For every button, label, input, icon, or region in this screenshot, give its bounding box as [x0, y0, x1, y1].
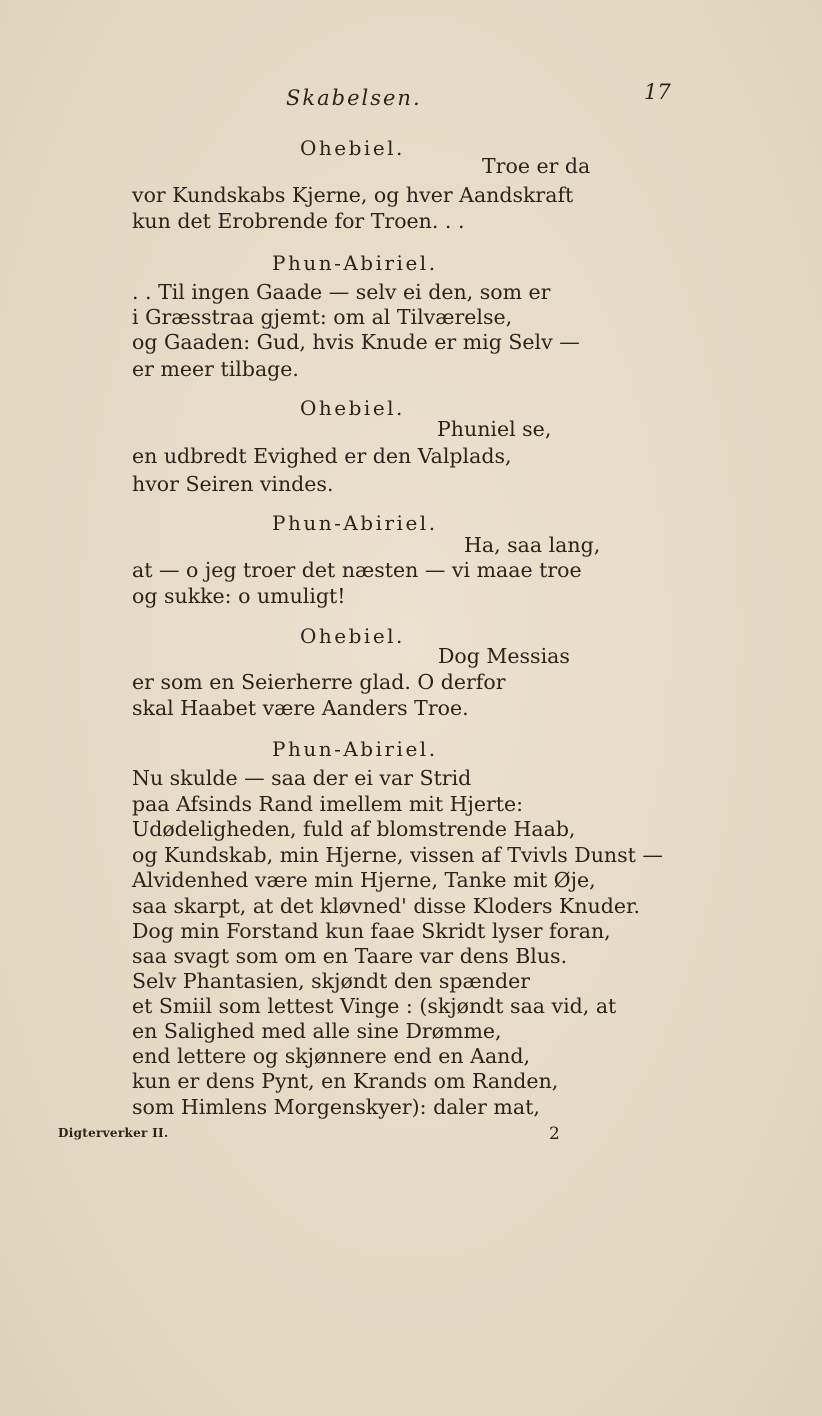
verse-line: Troe er da: [482, 154, 591, 178]
verse-line: end lettere og skjønnere end en Aand,: [132, 1044, 531, 1068]
speaker-name: Phun-Abiriel.: [272, 511, 438, 535]
verse-line: paa Afsinds Rand imellem mit Hjerte:: [132, 792, 524, 816]
verse-line: en udbredt Evighed er den Valplads,: [132, 444, 512, 468]
verse-line: Selv Phantasien, skjøndt den spænder: [132, 969, 531, 993]
verse-line: Udødeligheden, fuld af blomstrende Haab,: [132, 817, 576, 841]
book-signature-title: Digterverker II.: [58, 1126, 169, 1140]
verse-line: som Himlens Morgenskyer): daler mat,: [132, 1095, 540, 1119]
verse-line: og sukke: o umuligt!: [132, 584, 346, 608]
verse-line: vor Kundskabs Kjerne, og hver Aandskraft: [132, 183, 574, 207]
verse-line: i Græsstraa gjemt: om al Tilværelse,: [132, 305, 513, 329]
verse-line: Alvidenhed være min Hjerne, Tanke mit Øje,: [132, 868, 596, 892]
verse-line: er meer tilbage.: [132, 357, 299, 381]
verse-line: . . Til ingen Gaade — selv ei den, som er: [132, 280, 551, 304]
verse-line: hvor Seiren vindes.: [132, 472, 334, 496]
sheet-signature: 2: [549, 1124, 560, 1144]
speaker-name: Ohebiel.: [300, 396, 405, 420]
verse-line: skal Haabet være Aanders Troe.: [132, 696, 469, 720]
speaker-name: Ohebiel.: [300, 624, 405, 648]
verse-line: Ha, saa lang,: [464, 533, 601, 557]
verse-line: Dog min Forstand kun faae Skridt lyser foran,: [132, 919, 611, 943]
verse-line: et Smiil som lettest Vinge : (skjøndt saa vid, at: [132, 994, 617, 1018]
verse-line: saa svagt som om en Taare var dens Blus.: [132, 944, 568, 968]
verse-line: er som en Seierherre glad. O derfor: [132, 670, 506, 694]
verse-line: saa skarpt, at det kløvned' disse Kloders Knuder.: [132, 894, 641, 918]
page-number: 17: [644, 80, 671, 104]
verse-line: kun er dens Pynt, en Krands om Randen,: [132, 1069, 559, 1093]
speaker-name: Phun-Abiriel.: [272, 251, 438, 275]
verse-line: og Kundskab, min Hjerne, vissen af Tvivls Dunst —: [132, 843, 663, 867]
verse-line: Dog Messias: [438, 644, 570, 668]
verse-line: Nu skulde — saa der ei var Strid: [132, 766, 472, 790]
speaker-name: Ohebiel.: [300, 136, 405, 160]
verse-line: og Gaaden: Gud, hvis Knude er mig Selv —: [132, 330, 580, 354]
verse-line: kun det Erobrende for Troen. . .: [132, 209, 465, 233]
speaker-name: Phun-Abiriel.: [272, 737, 438, 761]
running-title: Skabelsen.: [286, 86, 422, 110]
verse-line: en Salighed med alle sine Drømme,: [132, 1019, 502, 1043]
verse-line: at — o jeg troer det næsten — vi maae troe: [132, 558, 582, 582]
verse-line: Phuniel se,: [437, 417, 552, 441]
